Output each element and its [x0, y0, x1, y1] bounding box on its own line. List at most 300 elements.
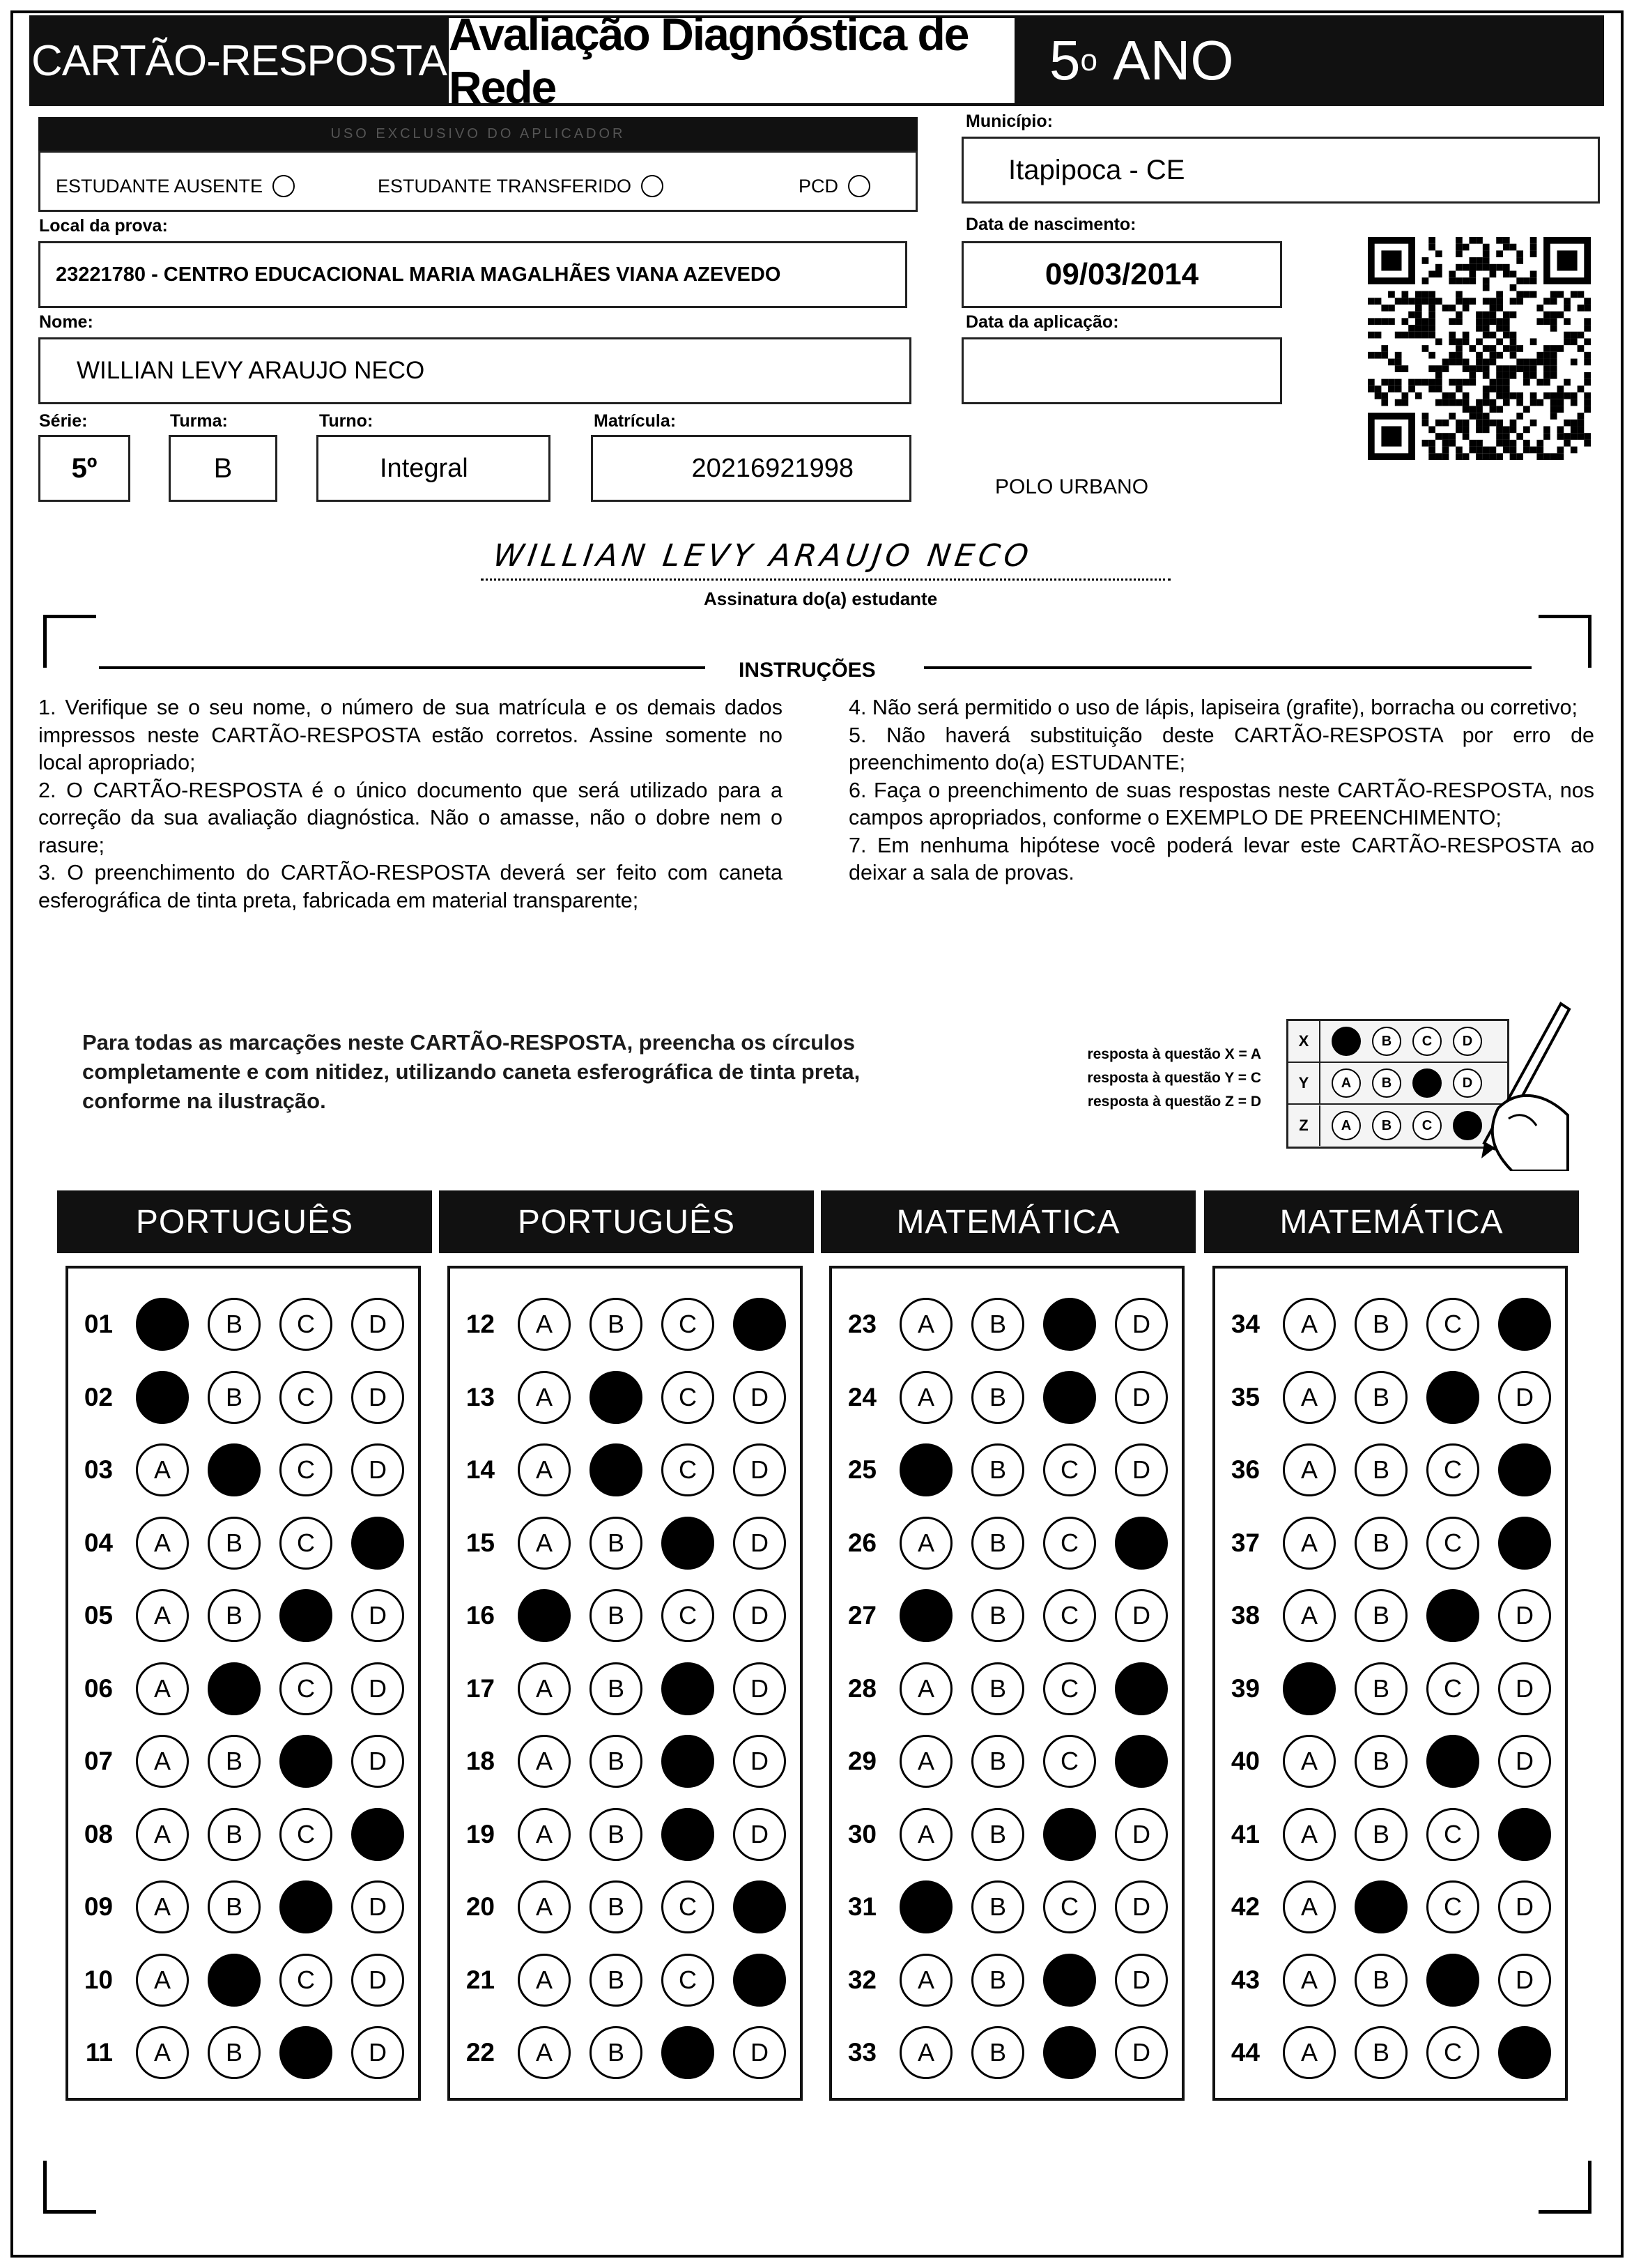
answer-bubble-a[interactable]: A — [1283, 2026, 1336, 2079]
answer-bubble-d[interactable]: D — [1115, 1808, 1168, 1861]
question-number: 31 — [847, 1892, 877, 1921]
matricula-value: 20216921998 — [691, 453, 854, 483]
signature-line — [481, 579, 1171, 581]
example-bubble-b: B — [1372, 1111, 1401, 1140]
question-number: 34 — [1231, 1310, 1260, 1338]
answer-bubble-c[interactable]: C — [661, 2026, 714, 2079]
answer-bubble-b[interactable]: B — [971, 2026, 1024, 2079]
answer-bubble-d[interactable]: D — [351, 1808, 404, 1861]
answer-bubble-a[interactable]: A — [136, 1880, 189, 1933]
answer-bubble-a[interactable]: A — [1283, 1517, 1336, 1570]
answer-bubble-c[interactable]: C — [279, 1808, 332, 1861]
question-number: 17 — [465, 1673, 495, 1703]
answer-bubble-c[interactable]: C — [661, 1298, 714, 1351]
example-legend-x: resposta à questão X = A — [1087, 1046, 1261, 1062]
local-value: 23221780 - CENTRO EDUCACIONAL MARIA MAGALHÃES VIANA AZEVEDO — [56, 263, 781, 286]
question-row — [68, 1725, 418, 1798]
example-bubble-a: A — [1332, 1027, 1361, 1056]
answer-bubble-b[interactable]: B — [971, 1662, 1024, 1715]
answer-bubble-b[interactable]: B — [589, 1589, 642, 1642]
answer-bubble-a[interactable]: A — [1283, 1589, 1336, 1642]
answer-bubble-a[interactable]: A — [136, 1589, 189, 1642]
nome-field — [38, 337, 911, 404]
question-row — [68, 1361, 418, 1434]
question-row — [832, 1507, 1182, 1579]
answer-bubble-b[interactable]: B — [971, 1880, 1024, 1933]
answer-bubble-d[interactable]: D — [733, 2026, 786, 2079]
turma-value: B — [213, 452, 233, 484]
answer-bubble-b[interactable]: B — [208, 1517, 261, 1570]
answer-bubble-d[interactable]: D — [1115, 1589, 1168, 1642]
example-row-label: Y — [1288, 1063, 1320, 1103]
transferred-label: ESTUDANTE TRANSFERIDO — [378, 175, 632, 197]
answer-bubble-d[interactable]: D — [1498, 1517, 1551, 1570]
answer-bubble-b[interactable]: B — [971, 1517, 1024, 1570]
answer-bubble-d[interactable]: D — [733, 1880, 786, 1933]
answer-bubble-d[interactable]: D — [733, 1735, 786, 1788]
answer-bubble-d[interactable]: D — [1498, 1808, 1551, 1861]
answer-bubble-a[interactable]: A — [518, 1662, 571, 1715]
answer-bubble-b[interactable]: B — [208, 1735, 261, 1788]
answer-bubble-d[interactable]: D — [1115, 1662, 1168, 1715]
answer-bubble-c[interactable]: C — [1426, 1298, 1479, 1351]
question-row — [450, 1798, 800, 1871]
answer-bubble-b[interactable]: B — [208, 2026, 261, 2079]
answer-bubble-c[interactable]: C — [1426, 1735, 1479, 1788]
answer-bubble-d[interactable]: D — [1115, 1517, 1168, 1570]
answer-bubble-a[interactable]: A — [518, 1517, 571, 1570]
question-number: 29 — [847, 1747, 877, 1775]
answer-bubble-a[interactable]: A — [518, 1808, 571, 1861]
answer-bubble-a[interactable]: A — [518, 2026, 571, 2079]
answer-bubble-c[interactable]: C — [661, 1517, 714, 1570]
answer-bubble-c[interactable]: C — [1043, 1880, 1096, 1933]
answer-bubble-b[interactable]: B — [589, 1880, 642, 1933]
question-row — [68, 1288, 418, 1361]
answer-bubble-a[interactable]: A — [900, 1954, 953, 2007]
answer-bubble-a[interactable]: A — [136, 1735, 189, 1788]
answer-bubble-d[interactable]: D — [1498, 1371, 1551, 1424]
answer-bubble-c[interactable]: C — [1043, 2026, 1096, 2079]
answer-bubble-b[interactable]: B — [208, 1443, 261, 1496]
answer-bubble-c[interactable]: C — [661, 1880, 714, 1933]
answer-bubble-c[interactable]: C — [1043, 1371, 1096, 1424]
answer-bubble-a[interactable]: A — [900, 1517, 953, 1570]
answer-bubble-a[interactable]: A — [518, 1954, 571, 2007]
answer-bubble-a[interactable]: A — [1283, 1371, 1336, 1424]
question-number: 42 — [1231, 1892, 1260, 1921]
answer-bubble-c[interactable]: C — [279, 2026, 332, 2079]
birth-label: Data de nascimento: — [966, 215, 1136, 234]
answer-bubble-a[interactable]: A — [900, 1662, 953, 1715]
answer-bubble-b[interactable]: B — [971, 1298, 1024, 1351]
header-exam-title — [449, 8, 1015, 113]
turno-field — [316, 435, 550, 502]
example-bubble-d: D — [1453, 1111, 1482, 1140]
answer-bubble-a[interactable]: A — [900, 1443, 953, 1496]
absent-circle[interactable] — [272, 175, 295, 197]
example-bubble-d: D — [1453, 1068, 1482, 1098]
question-number: 18 — [465, 1747, 495, 1775]
answer-bubble-d[interactable]: D — [1115, 1443, 1168, 1496]
answer-bubble-d[interactable]: D — [1498, 1443, 1551, 1496]
question-number: 32 — [847, 1965, 877, 1994]
answer-bubble-a[interactable]: A — [900, 1735, 953, 1788]
question-number: 21 — [465, 1965, 495, 1994]
answer-bubble-c[interactable]: C — [1043, 1954, 1096, 2007]
question-row — [1215, 1653, 1565, 1725]
answer-bubble-c[interactable]: C — [279, 1735, 332, 1788]
answer-bubble-d[interactable]: D — [351, 2026, 404, 2079]
answer-bubble-a[interactable]: A — [1283, 1298, 1336, 1351]
answer-bubble-d[interactable]: D — [351, 1443, 404, 1496]
question-number: 09 — [84, 1892, 113, 1921]
answer-bubble-d[interactable]: D — [351, 1517, 404, 1570]
answer-bubble-d[interactable]: D — [733, 1443, 786, 1496]
answer-bubble-c[interactable]: C — [279, 1589, 332, 1642]
answer-bubble-a[interactable]: A — [136, 1517, 189, 1570]
question-number: 01 — [84, 1310, 113, 1338]
question-number: 16 — [465, 1601, 495, 1630]
answer-bubble-a[interactable]: A — [900, 1589, 953, 1642]
answer-bubble-b[interactable]: B — [971, 1371, 1024, 1424]
absent-option[interactable] — [56, 175, 295, 197]
answer-bubble-c[interactable]: C — [1043, 1808, 1096, 1861]
example-legend-z: resposta à questão Z = D — [1087, 1094, 1261, 1110]
answer-bubble-b[interactable]: B — [589, 1954, 642, 2007]
answer-bubble-d[interactable]: D — [351, 1589, 404, 1642]
question-row — [68, 1944, 418, 2016]
answer-bubble-b[interactable]: B — [1355, 1443, 1408, 1496]
answer-bubble-c[interactable]: C — [1426, 1371, 1479, 1424]
answer-bubble-b[interactable]: B — [208, 1298, 261, 1351]
question-number: 24 — [847, 1382, 877, 1411]
corner-top-left — [43, 615, 96, 668]
answer-bubble-c[interactable]: C — [1426, 1880, 1479, 1933]
answer-bubble-b[interactable]: B — [1355, 1954, 1408, 2007]
card-title-text: CARTÃO-RESPOSTA — [31, 36, 447, 85]
answer-bubble-d[interactable]: D — [1115, 2026, 1168, 2079]
question-row — [450, 1944, 800, 2016]
answer-bubble-a[interactable]: A — [1283, 1808, 1336, 1861]
answer-bubble-a[interactable]: A — [518, 1589, 571, 1642]
answer-bubble-d[interactable]: D — [351, 1371, 404, 1424]
answer-bubble-b[interactable]: B — [1355, 1517, 1408, 1570]
question-number: 43 — [1231, 1965, 1260, 1994]
answer-bubble-b[interactable]: B — [589, 1298, 642, 1351]
answer-bubble-b[interactable]: B — [208, 1808, 261, 1861]
answer-bubble-d[interactable]: D — [1115, 1298, 1168, 1351]
subject-header: MATEMÁTICA — [1204, 1190, 1579, 1253]
answer-bubble-a[interactable]: A — [136, 1954, 189, 2007]
question-row — [68, 1653, 418, 1725]
answer-bubble-c[interactable]: C — [1426, 1662, 1479, 1715]
answer-bubble-c[interactable]: C — [1426, 1954, 1479, 2007]
example-bubble-b: B — [1372, 1027, 1401, 1056]
municipio-field — [962, 137, 1600, 204]
transferred-circle[interactable] — [641, 175, 663, 197]
answer-bubble-d[interactable]: D — [1498, 2026, 1551, 2079]
answer-bubble-a[interactable]: A — [136, 1298, 189, 1351]
answer-bubble-d[interactable]: D — [733, 1808, 786, 1861]
answer-bubble-c[interactable]: C — [661, 1662, 714, 1715]
answer-bubble-a[interactable]: A — [1283, 1662, 1336, 1715]
aplic-label: Data da aplicação: — [966, 312, 1119, 332]
answer-bubble-d[interactable]: D — [733, 1589, 786, 1642]
question-number: 26 — [847, 1528, 877, 1557]
question-number: 11 — [85, 2038, 113, 2067]
answer-bubble-c[interactable]: C — [661, 1808, 714, 1861]
answer-bubble-b[interactable]: B — [208, 1954, 261, 2007]
corner-top-right — [1539, 615, 1591, 668]
answer-bubble-b[interactable]: B — [589, 1662, 642, 1715]
question-number: 38 — [1231, 1601, 1260, 1630]
turno-value: Integral — [380, 453, 468, 483]
question-row — [68, 1507, 418, 1579]
answer-bubble-b[interactable]: B — [589, 1808, 642, 1861]
answer-bubble-a[interactable]: A — [136, 2026, 189, 2079]
answer-bubble-c[interactable]: C — [661, 1589, 714, 1642]
answer-bubble-d[interactable]: D — [351, 1880, 404, 1933]
serie-value: 5º — [71, 452, 98, 484]
answer-bubble-c[interactable]: C — [1426, 2026, 1479, 2079]
answer-bubble-d[interactable]: D — [733, 1954, 786, 2007]
question-row — [1215, 1507, 1565, 1579]
question-row — [832, 2016, 1182, 2089]
answer-bubble-d[interactable]: D — [733, 1371, 786, 1424]
question-row — [1215, 1871, 1565, 1943]
serie-field — [38, 435, 130, 502]
answer-bubble-b[interactable]: B — [1355, 1808, 1408, 1861]
question-number: 30 — [847, 1819, 877, 1848]
grade-number: 5 — [1049, 29, 1081, 91]
answer-bubble-c[interactable]: C — [279, 1880, 332, 1933]
question-row — [1215, 2016, 1565, 2089]
local-label: Local da prova: — [39, 216, 168, 236]
answer-bubble-c[interactable]: C — [1043, 1589, 1096, 1642]
answer-bubble-c[interactable]: C — [279, 1298, 332, 1351]
answer-bubble-b[interactable]: B — [589, 1517, 642, 1570]
birth-field — [962, 241, 1282, 308]
answer-bubble-a[interactable]: A — [900, 1880, 953, 1933]
answer-bubble-a[interactable]: A — [518, 1371, 571, 1424]
grade-label: ANO — [1113, 29, 1234, 91]
turma-field — [169, 435, 277, 502]
signature-handwriting: WILLIAN LEVY ARAUJO NECO — [491, 538, 1035, 574]
answer-bubble-a[interactable]: A — [900, 1808, 953, 1861]
question-row — [450, 2016, 800, 2089]
question-number: 40 — [1231, 1747, 1260, 1775]
answer-bubble-d[interactable]: D — [351, 1662, 404, 1715]
question-number: 23 — [847, 1310, 877, 1338]
answer-bubble-a[interactable]: A — [900, 1371, 953, 1424]
question-row — [832, 1579, 1182, 1652]
answer-bubble-b[interactable]: B — [208, 1662, 261, 1715]
question-row — [1215, 1434, 1565, 1506]
corner-bottom-right — [1539, 2161, 1591, 2214]
answer-bubble-d[interactable]: D — [351, 1954, 404, 2007]
question-row — [450, 1434, 800, 1506]
answer-bubble-a[interactable]: A — [1283, 1954, 1336, 2007]
question-number: 12 — [465, 1310, 495, 1338]
subject-header: PORTUGUÊS — [57, 1190, 432, 1253]
polo-label: POLO URBANO — [995, 475, 1149, 498]
answer-bubble-a[interactable]: A — [900, 1298, 953, 1351]
answer-bubble-b[interactable]: B — [1355, 1298, 1408, 1351]
local-field — [38, 241, 907, 308]
example-bubble-a: A — [1332, 1068, 1361, 1098]
example-bubble-a: A — [1332, 1111, 1361, 1140]
instruction-item: 1. Verifique se o seu nome, o número de sua matrícula e os demais dados impressos neste CARTÃO-RESPOSTA estão corretos. Assine somente no local apropriado; — [38, 696, 783, 774]
answer-bubble-c[interactable]: C — [661, 1954, 714, 2007]
question-row — [1215, 1579, 1565, 1652]
answer-bubble-c[interactable]: C — [279, 1662, 332, 1715]
instructions-rule-left — [99, 666, 705, 669]
answer-bubble-d[interactable]: D — [733, 1517, 786, 1570]
answer-bubble-b[interactable]: B — [208, 1371, 261, 1424]
answer-bubble-b[interactable]: B — [971, 1808, 1024, 1861]
answer-bubble-a[interactable]: A — [1283, 1443, 1336, 1496]
answer-bubble-d[interactable]: D — [1115, 1735, 1168, 1788]
birth-value: 09/03/2014 — [1045, 257, 1199, 291]
answer-bubble-c[interactable]: C — [1426, 1443, 1479, 1496]
answer-bubble-d[interactable]: D — [351, 1298, 404, 1351]
answer-bubble-a[interactable]: A — [136, 1662, 189, 1715]
question-number: 33 — [847, 2038, 877, 2067]
answer-bubble-b[interactable]: B — [589, 1443, 642, 1496]
answer-bubble-b[interactable]: B — [208, 1589, 261, 1642]
answer-bubble-b[interactable]: B — [589, 1735, 642, 1788]
answer-bubble-d[interactable]: D — [1115, 1371, 1168, 1424]
transferred-option[interactable] — [378, 175, 663, 197]
answer-bubble-a[interactable]: A — [1283, 1880, 1336, 1933]
applicator-bar — [38, 117, 918, 151]
answer-bubble-b[interactable]: B — [208, 1880, 261, 1933]
pcd-label: PCD — [799, 175, 839, 197]
instructions-column-right — [849, 694, 1594, 887]
answer-bubble-d[interactable]: D — [1498, 1662, 1551, 1715]
answer-bubble-b[interactable]: B — [971, 1589, 1024, 1642]
answer-bubble-b[interactable]: B — [971, 1954, 1024, 2007]
answer-bubble-b[interactable]: B — [1355, 2026, 1408, 2079]
answer-bubble-a[interactable]: A — [136, 1808, 189, 1861]
instruction-item: 2. O CARTÃO-RESPOSTA é o único documento que será utilizado para a correção da sua avaliação diagnóstica. Não o amasse, não o dobre nem o rasure; — [38, 778, 783, 857]
answer-bubble-d[interactable]: D — [1498, 1735, 1551, 1788]
question-number: 44 — [1231, 2038, 1260, 2067]
answer-bubble-c[interactable]: C — [279, 1954, 332, 2007]
question-row — [450, 1579, 800, 1652]
answer-bubble-b[interactable]: B — [1355, 1371, 1408, 1424]
question-row — [68, 2016, 418, 2089]
instruction-item: 4. Não será permitido o uso de lápis, lapiseira (grafite), borracha ou corretivo; — [849, 696, 1578, 719]
answer-bubble-c[interactable]: C — [661, 1735, 714, 1788]
answer-bubble-d[interactable]: D — [1498, 1298, 1551, 1351]
instructions-column-left — [38, 694, 783, 914]
question-row — [832, 1653, 1182, 1725]
instructions-title: INSTRUÇÕES — [739, 659, 876, 682]
question-row — [68, 1579, 418, 1652]
answer-bubble-a[interactable]: A — [518, 1298, 571, 1351]
question-number: 04 — [84, 1528, 113, 1557]
pcd-circle[interactable] — [848, 175, 870, 197]
answer-bubble-c[interactable]: C — [1426, 1589, 1479, 1642]
instructions-rule-right — [924, 666, 1532, 669]
answer-bubble-a[interactable]: A — [518, 1880, 571, 1933]
answer-bubble-c[interactable]: C — [279, 1443, 332, 1496]
answer-bubble-a[interactable]: A — [518, 1735, 571, 1788]
question-number: 07 — [84, 1747, 113, 1775]
example-row-label: X — [1288, 1021, 1320, 1062]
answer-bubble-c[interactable]: C — [1426, 1517, 1479, 1570]
question-number: 41 — [1231, 1819, 1260, 1848]
answer-bubble-b[interactable]: B — [1355, 1662, 1408, 1715]
answer-bubble-d[interactable]: D — [733, 1662, 786, 1715]
example-row-label: Z — [1288, 1105, 1320, 1146]
question-number: 10 — [84, 1965, 113, 1994]
question-row — [450, 1507, 800, 1579]
answer-bubble-c[interactable]: C — [1043, 1735, 1096, 1788]
answer-bubble-d[interactable]: D — [1498, 1589, 1551, 1642]
municipio-value: Itapipoca - CE — [1008, 154, 1185, 185]
answer-bubble-c[interactable]: C — [1043, 1662, 1096, 1715]
answer-bubble-b[interactable]: B — [971, 1735, 1024, 1788]
question-row — [832, 1871, 1182, 1943]
answer-bubble-a[interactable]: A — [136, 1443, 189, 1496]
answer-bubble-a[interactable]: A — [518, 1443, 571, 1496]
answer-bubble-d[interactable]: D — [733, 1298, 786, 1351]
answer-bubble-c[interactable]: C — [279, 1517, 332, 1570]
question-row — [68, 1871, 418, 1943]
question-row — [832, 1361, 1182, 1434]
qr-code — [1368, 237, 1591, 460]
answer-bubble-c[interactable]: C — [1043, 1298, 1096, 1351]
header-grade — [1015, 15, 1604, 106]
example-bubble-b: B — [1372, 1068, 1401, 1098]
answer-bubble-a[interactable]: A — [900, 2026, 953, 2079]
answer-bubble-c[interactable]: C — [661, 1371, 714, 1424]
answer-bubble-d[interactable]: D — [1115, 1880, 1168, 1933]
answer-bubble-c[interactable]: C — [661, 1443, 714, 1496]
aplic-field[interactable] — [962, 337, 1282, 404]
answer-bubble-d[interactable]: D — [351, 1735, 404, 1788]
answer-bubble-d[interactable]: D — [1498, 1880, 1551, 1933]
answer-bubble-b[interactable]: B — [1355, 1735, 1408, 1788]
signature-label: Assinatura do(a) estudante — [704, 588, 938, 609]
question-number: 03 — [84, 1455, 113, 1484]
turno-label: Turno: — [319, 411, 373, 431]
question-row — [450, 1871, 800, 1943]
answer-bubble-d[interactable]: D — [1498, 1954, 1551, 2007]
answer-bubble-c[interactable]: C — [1043, 1443, 1096, 1496]
question-row — [832, 1798, 1182, 1871]
pcd-option[interactable] — [799, 175, 870, 197]
question-row — [1215, 1288, 1565, 1361]
answer-column — [447, 1266, 803, 2101]
answer-bubble-b[interactable]: B — [971, 1443, 1024, 1496]
answer-bubble-a[interactable]: A — [1283, 1735, 1336, 1788]
answer-bubble-a[interactable]: A — [136, 1371, 189, 1424]
answer-bubble-c[interactable]: C — [279, 1371, 332, 1424]
answer-bubble-b[interactable]: B — [589, 2026, 642, 2079]
question-number: 27 — [847, 1601, 877, 1630]
answer-bubble-b[interactable]: B — [1355, 1880, 1408, 1933]
answer-bubble-b[interactable]: B — [1355, 1589, 1408, 1642]
answer-bubble-c[interactable]: C — [1043, 1517, 1096, 1570]
answer-bubble-d[interactable]: D — [1115, 1954, 1168, 2007]
answer-bubble-b[interactable]: B — [589, 1371, 642, 1424]
question-row — [68, 1434, 418, 1506]
answer-bubble-c[interactable]: C — [1426, 1808, 1479, 1861]
